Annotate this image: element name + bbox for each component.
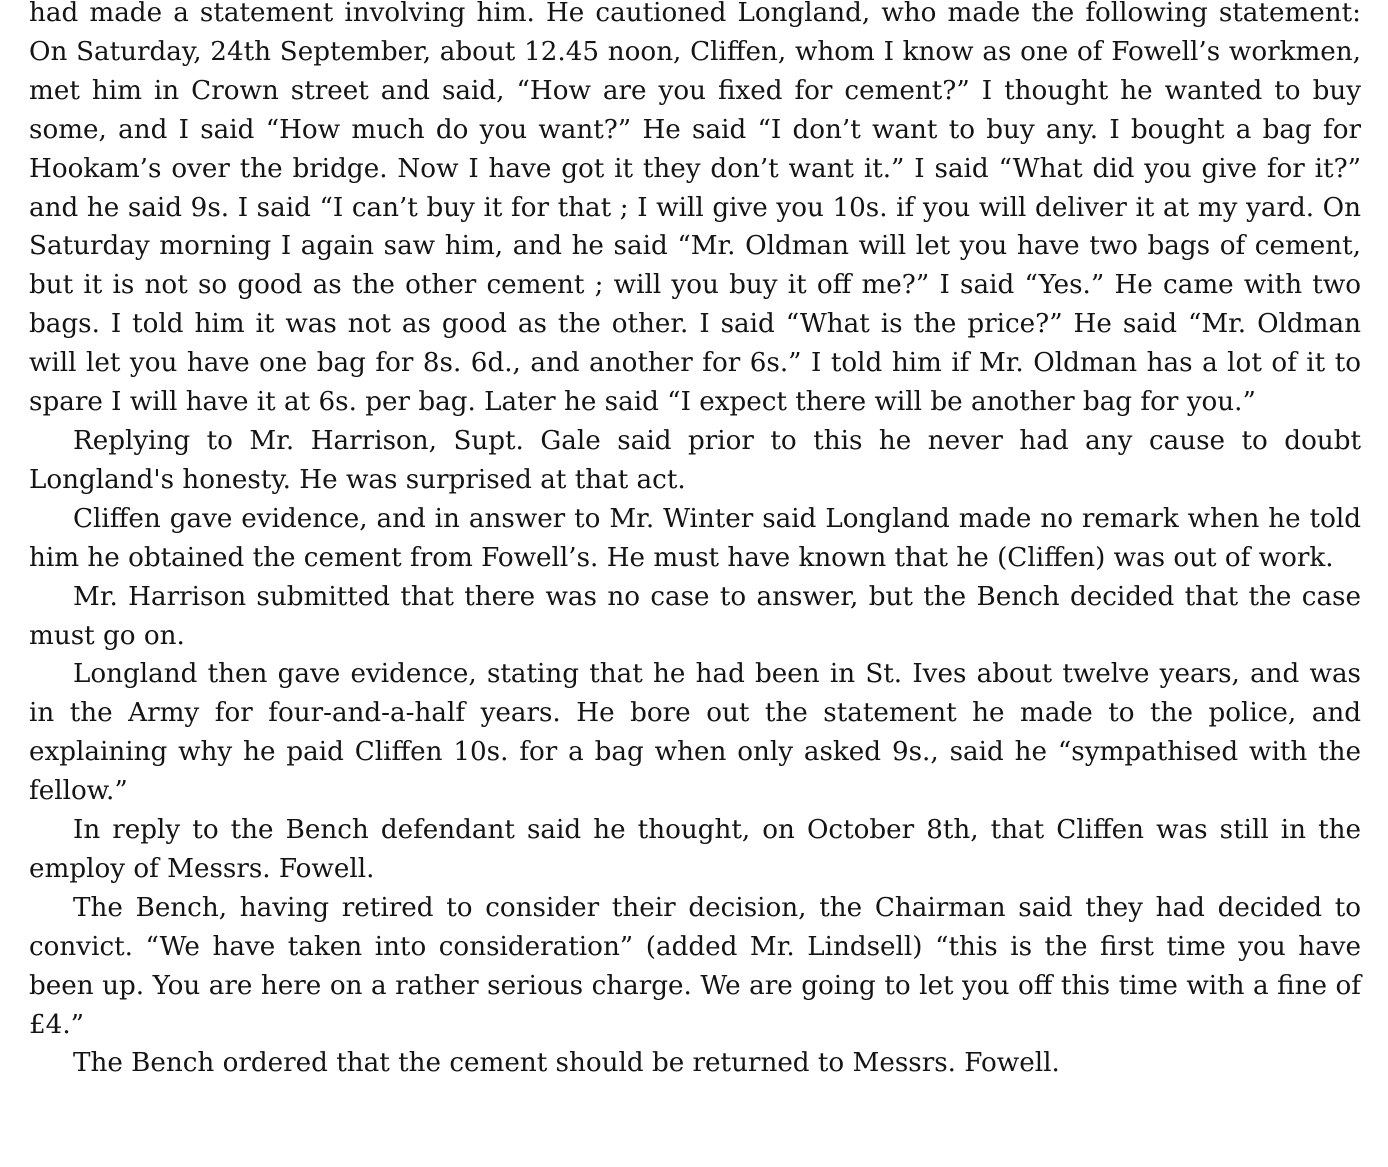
paragraph-harrison-reply: Replying to Mr. Harrison, Supt. Gale said prior to this he never had any cause to doubt Longland's honesty. He was surprised at that act.	[29, 425, 1361, 495]
paragraph-longland-evidence: Longland then gave evidence, stating that he had been in St. Ives about twelve years, and was in the Army for four-and-a-half years. He bore out the statement he made to the police, and explaining why he paid Cliffen 10s. for a bag when only asked 9s., said he “sympathised with the fellow.”	[29, 659, 1361, 807]
paragraph-cliffen-evidence: Cliffen gave evidence, and in answer to Mr. Winter said Longland made no remark when he told him he obtained the cement from Fowell’s. He must have known that he (Cliffen) was out of work.	[29, 503, 1361, 573]
paragraph-no-case: Mr. Harrison submitted that there was no case to answer, but the Bench decided that the case must go on.	[29, 581, 1361, 651]
paragraph-decision: The Bench, having retired to consider their decision, the Chairman said they had decided to convict. “We have taken into consideration” (added Mr. Lindsell) “this is the first time you have been up. You are here on a rather serious charge. We are going to let you off this time with a fine of £4.”	[29, 892, 1361, 1040]
paragraph-cement-returned: The Bench ordered that the cement should be returned to Messrs. Fowell.	[73, 1048, 1060, 1079]
paragraph-bench-reply: In reply to the Bench defendant said he thought, on October 8th, that Cliffen was still in the employ of Messrs. Fowell.	[29, 815, 1361, 884]
document-page	[29, 0, 1361, 1083]
paragraph-statement: had made a statement involving him. He cautioned Longland, who made the following statement: On Saturday, 24th September, about 12.45 noon, Cliffen, whom I know as one of Fowell’s workmen, met him in Crown street and said, “How are you fixed for cement?” I thought he wanted to buy some, and I said “How much do you want?” He said “I don’t want to buy any. I bought a bag for Hookam’s over the bridge. Now I have got it they don’t want it.” I said “What did you give for it?” and he said 9s. I said “I can’t buy it for that ; I will give you 10s. if you will deliver it at my yard. On Saturday morning I again saw him, and he said “Mr. Oldman will let you have two bags of cement, but it is not so good as the other cement ; will you buy it off me?” I said “Yes.” He came with two bags. I told him it was not as good as the other. I said “What is the price?” He said “Mr. Oldman will let you have one bag for 8s. 6d., and another for 6s.” I told him if Mr. Oldman has a lot of it to spare I will have it at 6s. per bag. Later he said “I expect there will be another bag for you.”	[29, 0, 1361, 418]
